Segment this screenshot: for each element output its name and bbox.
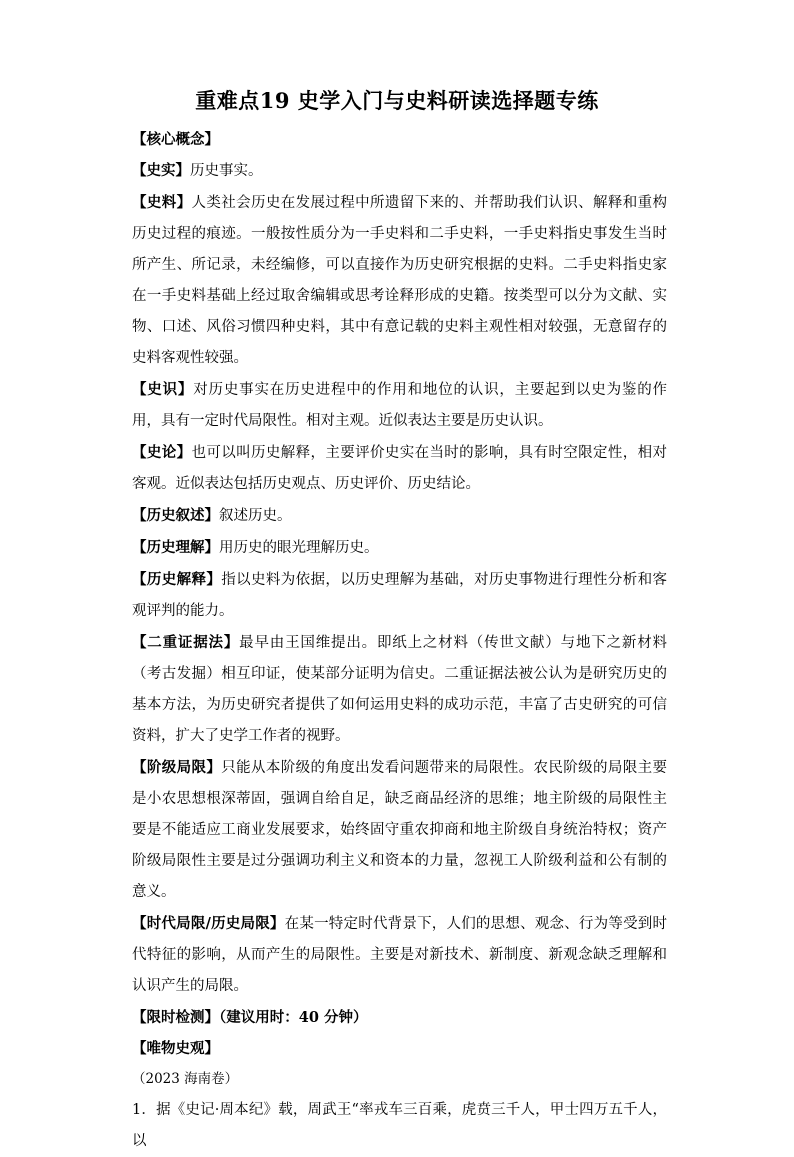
timed-test-heading: 【限时检测】（建议用时：40 分钟）: [132, 1009, 368, 1026]
question-1-text: 1．据《史记·周本纪》载，周武王“率戎车三百乘，虎贲三千人，甲士四万五千人，以: [132, 1102, 667, 1149]
definition-term: 【史识】: [132, 381, 194, 398]
definition-item: [132, 627, 667, 752]
definition-term: 【历史理解】: [132, 539, 219, 556]
definition-item: [132, 752, 667, 908]
definition-text: 也可以叫历史解释，主要评价史实在当时的影响，具有时空限定性，相对客观。近似表达包括历史观点、历史评价、历史结论。: [132, 445, 668, 492]
definition-term: 【史料】: [132, 194, 192, 211]
definition-term: 【历史叙述】: [132, 507, 219, 524]
definition-item: [132, 908, 667, 1002]
document-body: [132, 124, 667, 1157]
definition-term: 【史论】: [132, 444, 192, 461]
definition-item: [132, 374, 667, 437]
definition-text: 对历史事实在历史进程中的作用和地位的认识，主要起到以史为鉴的作用，具有一定时代局限性。相对主观。近似表达主要是历史认识。: [132, 382, 668, 429]
definition-item: [132, 564, 667, 627]
definition-item: [132, 155, 667, 187]
definition-term: 【阶级局限】: [132, 759, 222, 776]
definition-text: 叙述历史。: [219, 508, 292, 524]
definition-text: 指以史料为依据，以历史理解为基础，对历史事物进行理性分析和客观评判的能力。: [132, 572, 668, 619]
definition-item: [132, 437, 667, 500]
definition-text: 人类社会历史在发展过程中所遗留下来的、并帮助我们认识、解释和重构历史过程的痕迹。一般按性质分为一手史料和二手史料，一手史料指史事发生当时所产生、所记录，未经编修，可以直接作为历史研究根据的史料。二手史料指史家在一手史料基础上经过取舍编辑或思考诠释形成的史籍。按类型可以分为文献、实物、口述、风俗习惯四种史料，其中有意记载的史料主观性相对较强，无意留存的史料客观性较强。: [132, 195, 668, 366]
definition-text: 在某一特定时代背景下，人们的思想、观念、行为等受到时代特征的影响，从而产生的局限性。主要是对新技术、新制度、新观念缺乏理解和认识产生的局限。: [132, 916, 668, 994]
definitions-list: [132, 155, 667, 1002]
question-source: （2023 海南卷）: [132, 1071, 239, 1087]
section-heading: 【唯物史观】: [132, 1040, 219, 1057]
definition-item: [132, 187, 667, 374]
definition-term: 【时代局限/历史局限】: [132, 915, 285, 932]
definition-term: 【史实】: [132, 162, 190, 179]
definition-item: [132, 532, 667, 564]
definition-text: 只能从本阶级的角度出发看问题带来的局限性。农民阶级的局限主要是小农思想根深蒂固，强调自给自足，缺乏商品经济的思维；地主阶级的局限性主要是不能适应工商业发展要求，始终固守重农抑商和地主阶级自身统治特权；资产阶级局限性主要是过分强调功利主义和资本的力量，忽视工人阶级利益和公有制的意义。: [132, 760, 668, 900]
definition-term: 【二重证据法】: [132, 634, 240, 651]
document-title: 重难点19 史学入门与史料研读选择题专练: [195, 88, 599, 113]
definition-text: 用历史的眼光理解历史。: [219, 540, 379, 556]
definition-text: 历史事实。: [190, 163, 263, 179]
definition-term: 【历史解释】: [132, 571, 222, 588]
definition-item: [132, 500, 667, 532]
definition-text: 最早由王国维提出。即纸上之材料（传世文献）与地下之新材料（考古发掘）相互印证，使某部分证明为信史。二重证据法被公认为是研究历史的基本方法，为历史研究者提供了如何运用史料的成功示范，丰富了古史研究的可信资料，扩大了史学工作者的视野。: [132, 635, 668, 744]
core-concepts-heading: 【核心概念】: [132, 131, 219, 148]
